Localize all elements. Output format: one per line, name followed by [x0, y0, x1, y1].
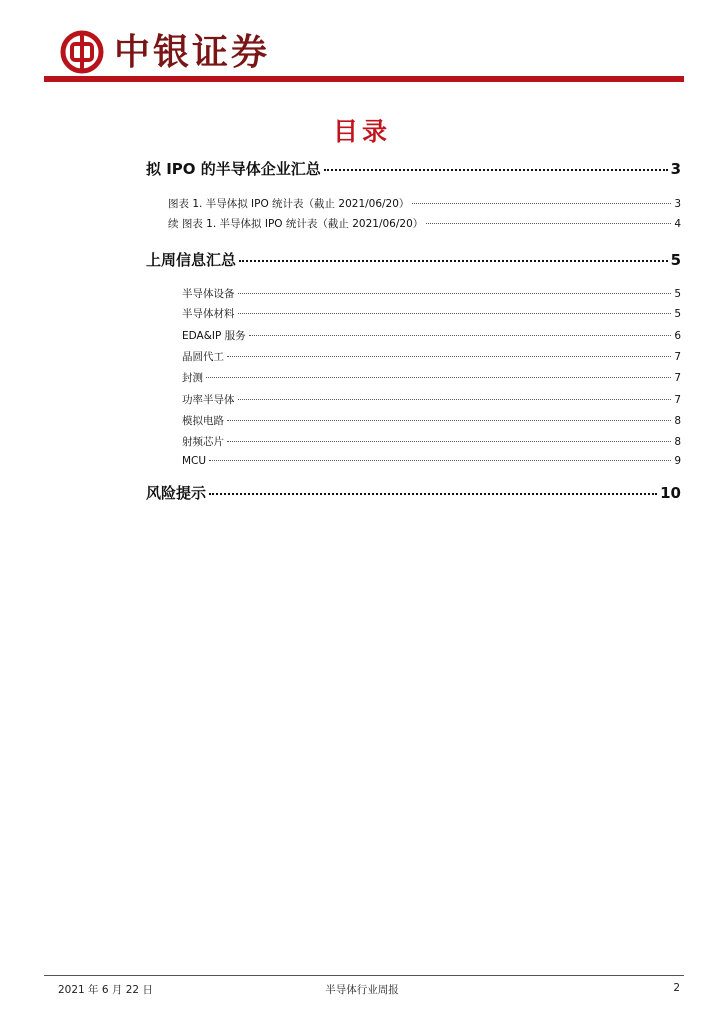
toc-entry-label: 功率半导体 [182, 394, 235, 406]
toc-entry-page: 7 [674, 372, 681, 384]
toc-subsection-entry[interactable] [182, 286, 681, 301]
toc-leader-dots [238, 399, 672, 400]
toc-entry-page: 7 [674, 351, 681, 363]
toc-entry-page: 8 [674, 415, 681, 427]
toc-subsection-entry[interactable] [182, 328, 681, 343]
toc-leader-dots [412, 203, 671, 204]
footer-divider [44, 975, 684, 976]
toc-entry-page: 7 [674, 394, 681, 406]
toc-subsection-entry[interactable] [182, 392, 681, 407]
toc-entry-page: 5 [674, 288, 681, 300]
toc-subsection-entry[interactable] [182, 349, 681, 364]
toc-leader-dots [239, 260, 668, 262]
toc-figure-entry[interactable] [168, 216, 681, 231]
toc-leader-dots [238, 293, 672, 294]
toc-entry-label: 半导体材料 [182, 308, 235, 320]
toc-leader-dots [209, 493, 657, 495]
toc-entry-page: 9 [674, 455, 681, 467]
toc-leader-dots [227, 441, 671, 442]
toc-section-entry[interactable] [146, 482, 681, 503]
toc-entry-page: 3 [670, 160, 681, 178]
toc-entry-page: 5 [674, 308, 681, 320]
page-header [44, 26, 684, 82]
toc-title: 目录 [332, 117, 391, 146]
toc-entry-label: 模拟电路 [182, 415, 224, 427]
toc-entry-label: 图表 1. 半导体拟 IPO 统计表（截止 2021/06/20） [168, 198, 410, 210]
brand-name: 中银证券 [114, 31, 271, 73]
toc-subsection-entry[interactable] [182, 434, 681, 449]
toc-leader-dots [227, 356, 671, 357]
toc-subsection-entry[interactable] [182, 306, 681, 321]
bank-of-china-logo-icon [60, 30, 104, 74]
toc-entry-label: 射频芯片 [182, 436, 224, 448]
toc-subsection-entry[interactable] [182, 370, 681, 385]
toc-leader-dots [426, 223, 671, 224]
toc-leader-dots [324, 169, 668, 171]
toc-subsection-entry[interactable] [182, 455, 681, 467]
toc-subsection-entry[interactable] [182, 413, 681, 428]
toc-entry-label: 上周信息汇总 [146, 251, 237, 269]
toc-entry-page: 3 [674, 198, 681, 210]
footer-report-name: 半导体行业周报 [325, 984, 399, 996]
toc-leader-dots [238, 313, 672, 314]
toc-entry-label: 封测 [182, 372, 203, 384]
header-divider [44, 76, 684, 82]
toc-section-entry[interactable] [146, 249, 681, 270]
toc-entry-page: 8 [674, 436, 681, 448]
toc-leader-dots [227, 420, 671, 421]
toc-leader-dots [206, 377, 671, 378]
footer-date: 2021 年 6 月 22 日 [58, 984, 153, 996]
toc-entry-label: MCU [182, 455, 207, 467]
toc-entry-label: 风险提示 [146, 484, 207, 502]
toc-entry-page: 10 [660, 484, 681, 502]
toc-entry-page: 6 [674, 330, 681, 342]
footer-page-number: 2 [673, 982, 680, 994]
toc-entry-label: 半导体设备 [182, 288, 235, 300]
toc-entry-label: 续 图表 1. 半导体拟 IPO 统计表（截止 2021/06/20） [168, 218, 424, 230]
toc-entry-label: 晶圆代工 [182, 351, 224, 363]
toc-entry-page: 4 [674, 218, 681, 230]
toc-section-entry[interactable] [146, 158, 681, 179]
toc-leader-dots [209, 460, 671, 461]
toc-entry-page: 5 [670, 251, 681, 269]
toc-figure-entry[interactable] [168, 196, 681, 211]
toc-entry-label: EDA&IP 服务 [182, 330, 246, 342]
toc-entry-label: 拟 IPO 的半导体企业汇总 [146, 160, 321, 178]
toc-leader-dots [249, 335, 672, 336]
